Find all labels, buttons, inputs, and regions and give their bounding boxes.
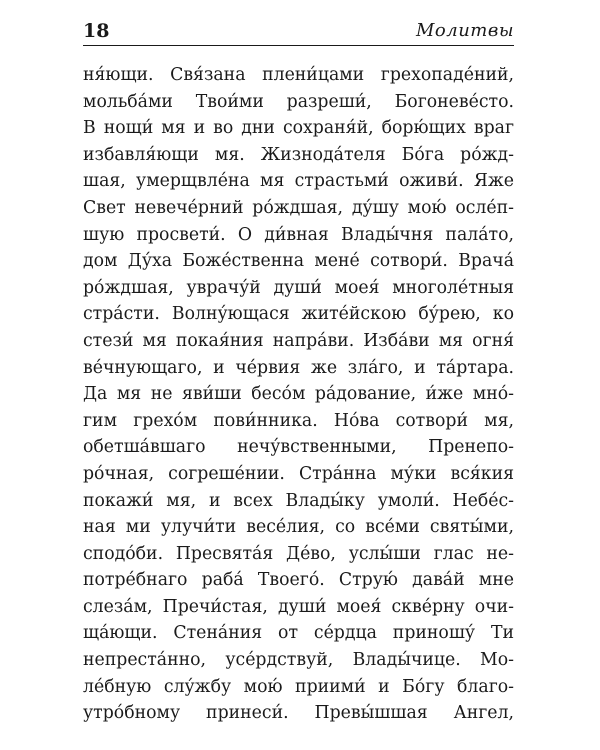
text-line: ща́ющи. Стена́ния от се́рдца приношу́ Ти <box>83 623 514 644</box>
text-line: ро́чная, согреше́нии. Стра́нна му́ки вся́кия <box>83 463 514 484</box>
prayer-text-body <box>83 62 514 727</box>
text-line: ро́ждшая, уврачу́й души́ моея́ многоле́тныя <box>83 277 514 298</box>
running-head <box>83 18 514 42</box>
text-line: стези́ мя покая́ния напра́ви. Изба́ви мя огня́ <box>83 330 514 351</box>
text-line: шую просвети́. О ди́вная Влады́чня пала́то, <box>83 224 514 245</box>
text-line: ная ми улучи́ти весе́лия, со все́ми святы́ми, <box>83 517 514 538</box>
text-line: шая, умерщвле́на мя страстьми́ оживи́. Яже <box>83 171 514 192</box>
text-line: потре́бнаго раба́ Твоего́. Струю́ дава́й мне <box>83 570 514 591</box>
text-line: дом Ду́ха Боже́ственна мене́ сотвори́. Врача́ <box>83 251 514 272</box>
text-line: В нощи́ мя и во дни сохраня́й, борю́щих враг <box>83 118 514 139</box>
text-line: сподо́би. Пресвята́я Де́во, услы́ши глас не- <box>83 543 514 564</box>
text-line: покажи́ мя, и всех Влады́ку умоли́. Небе́с- <box>83 490 514 511</box>
text-line: мольба́ми Твои́ми разреши́, Богоневе́сто. <box>83 91 514 112</box>
section-title: Молитвы <box>415 20 514 41</box>
text-line: ня́ющи. Свя́зана плени́цами грехопаде́ний, <box>83 65 514 85</box>
text-line: стра́сти. Волну́ющася жите́йскою бу́рею, ко <box>83 304 514 325</box>
text-line: обетша́вшаго нечу́вственными, Пренепо- <box>83 437 514 458</box>
text-line: непреста́нно, усе́рдствуй, Влады́чице. Мо- <box>83 650 514 671</box>
text-line: ве́чнующаго, и че́рвия же зла́го, и та́ртара. <box>83 357 514 378</box>
text-line: избавля́ющи мя. Жизнода́теля Бо́га ро́жд- <box>83 144 514 165</box>
text-line: утро́бному принеси́. Превы́шшая Ангел, <box>83 703 514 724</box>
text-line: Да мя не яви́ши бесо́м ра́дование, и́же мно́- <box>83 384 514 405</box>
text-line: слеза́м, Пречи́стая, души́ моея́ скве́рну очи- <box>83 596 514 617</box>
text-line: ле́бную слу́жбу мою́ приими́ и Бо́гу благо- <box>83 676 514 697</box>
page-number: 18 <box>83 20 110 42</box>
text-line: Свет невече́рний ро́ждшая, ду́шу мою́ осле́п- <box>83 197 514 218</box>
header-rule-divider <box>83 45 514 46</box>
text-line: гим грехо́м пови́нника. Но́ва сотвори́ мя, <box>83 410 514 431</box>
